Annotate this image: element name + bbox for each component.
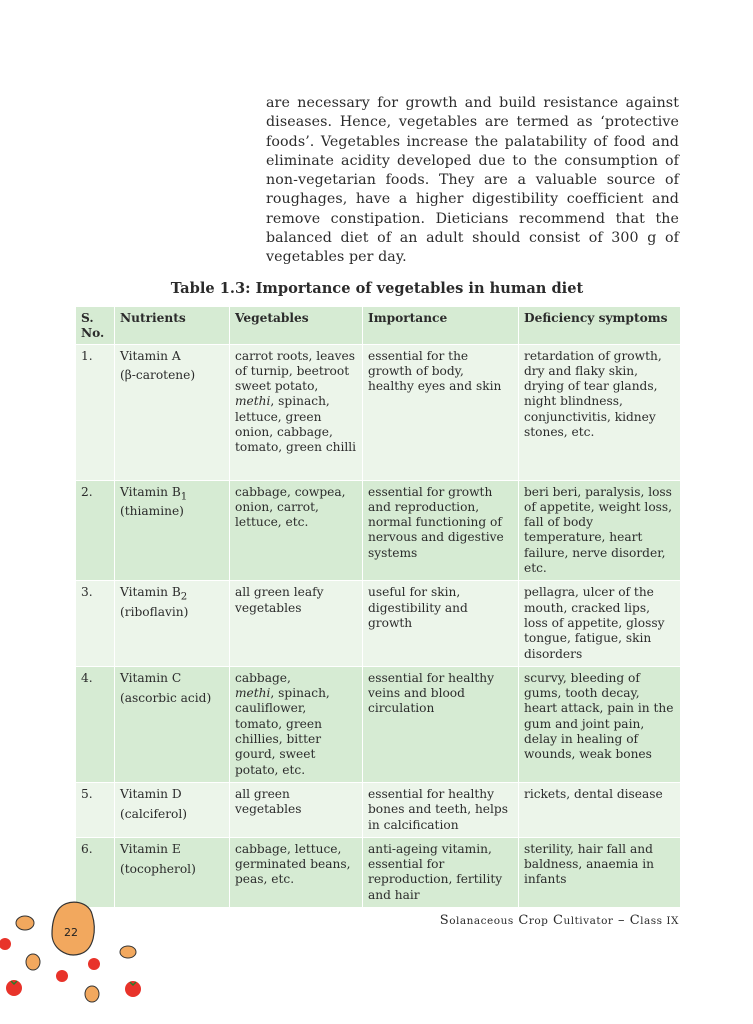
cell-sno: 6. [76, 837, 115, 907]
cell-deficiency: beri beri, paralysis, loss of appetite, weight loss, fall of body temperature, heart failure, nerve disorder, etc. [519, 480, 681, 581]
header-vegetables: Vegetables [230, 307, 363, 345]
nutrient-name: Vitamin A [120, 348, 181, 363]
nutrient-name: Vitamin E [120, 841, 181, 856]
cell-nutrient [115, 782, 230, 837]
cell-vegetables: all green vegetables [230, 782, 363, 837]
cell-sno: 2. [76, 480, 115, 581]
cell-vegetables [230, 666, 363, 782]
table-row [76, 782, 681, 837]
footer-cap: C [518, 913, 529, 928]
cell-nutrient [115, 666, 230, 782]
table-row [76, 344, 681, 480]
nutrient-subscript: 2 [180, 591, 188, 603]
cell-importance: essential for healthy bones and teeth, helps in calcification [363, 782, 519, 837]
nutrient-name: Vitamin C [120, 670, 182, 685]
table-title: Table 1.3: Importance of vegetables in human diet [170, 280, 584, 297]
table-row [76, 837, 681, 907]
cell-vegetables: all green leafy vegetables [230, 581, 363, 666]
cell-nutrient [115, 581, 230, 666]
cell-importance: anti-ageing vitamin, essential for reproduction, fertility and hair [363, 837, 519, 907]
veg-text: carrot roots, leaves of turnip, beetroot sweet potato, [235, 348, 355, 394]
vegetable-decoration [0, 890, 160, 1024]
cell-importance: useful for skin, digestibility and growth [363, 581, 519, 666]
nutrient-alias: (ascorbic acid) [120, 690, 212, 705]
nutrient-name: Vitamin B [120, 585, 181, 600]
veg-text-rest: , spinach, lettuce, green onion, cabbage, tomato, green chilli [235, 394, 357, 455]
cell-deficiency: sterility, hair fall and baldness, anaemia in infants [519, 837, 681, 907]
cell-vegetables: cabbage, cowpea, onion, carrot, lettuce, etc. [230, 480, 363, 581]
footer-cap: S [439, 913, 450, 928]
cell-sno: 1. [76, 344, 115, 480]
table-header-row [76, 307, 681, 345]
footer-word: lass IX [640, 915, 679, 927]
veg-text-rest: , spinach, cauliflower, tomato, green chillies, bitter gourd, sweet potato, etc. [235, 686, 330, 777]
nutrient-alias: (riboflavin) [120, 605, 189, 620]
nutrient-alias: (β-carotene) [120, 368, 196, 383]
cell-deficiency: scurvy, bleeding of gums, tooth decay, heart attack, pain in the gum and joint pain, delay in healing of wounds, weak bones [519, 666, 681, 782]
cell-vegetables: cabbage, lettuce, germinated beans, peas, etc. [230, 837, 363, 907]
veg-italic: methi [235, 686, 271, 701]
header-sno: S. No. [76, 307, 115, 345]
cell-nutrient [115, 344, 230, 480]
cell-sno: 4. [76, 666, 115, 782]
nutrient-alias: (calciferol) [120, 806, 188, 821]
cell-nutrient [115, 480, 230, 581]
footer-word: olanaceous [449, 915, 514, 927]
header-nutrients: Nutrients [115, 307, 230, 345]
footer-separator: – [613, 913, 630, 928]
footer-word: ultivator [563, 915, 614, 927]
cell-vegetables [230, 344, 363, 480]
cell-deficiency: pellagra, ulcer of the mouth, cracked lips, loss of appetite, glossy tongue, fatigue, skin disorders [519, 581, 681, 666]
veg-text: cabbage, [235, 670, 291, 685]
footer-running-title [440, 913, 679, 928]
cell-sno: 3. [76, 581, 115, 666]
cell-deficiency: retardation of growth, dry and flaky skin, drying of tear glands, night blindness, conjunctivitis, kidney stones, etc. [519, 344, 681, 480]
page-number: 22 [64, 926, 78, 939]
cell-importance: essential for the growth of body, healthy eyes and skin [363, 344, 519, 480]
footer-word: rop [528, 915, 549, 927]
veg-italic: methi [235, 394, 271, 409]
header-deficiency: Deficiency symptoms [519, 307, 681, 345]
nutrient-name: Vitamin B [120, 484, 181, 499]
header-importance: Importance [363, 307, 519, 345]
footer-cap: C [553, 913, 564, 928]
nutrient-subscript: 1 [180, 491, 188, 503]
cell-sno: 5. [76, 782, 115, 837]
nutrient-alias: (tocopherol) [120, 861, 196, 876]
vegetables-table [75, 306, 681, 908]
table-row [76, 480, 681, 581]
footer-cap: C [629, 913, 641, 928]
intro-paragraph: are necessary for growth and build resistance against diseases. Hence, vegetables are termed as ‘protective foods’. Vegetables increase the palatability of food and eliminate acidity developed due to the consumption of non-vegetarian foods. They are a valuable source of roughages, have a higher digestibility coefficient and remove constipation. Dieticians recommend that the balanced diet of an adult should consist of 300 g of vegetables per day. [266, 95, 679, 266]
nutrient-alias: (thiamine) [120, 504, 184, 519]
cell-importance: essential for healthy veins and blood circulation [363, 666, 519, 782]
table-row [76, 666, 681, 782]
table-row [76, 581, 681, 666]
cell-importance: essential for growth and reproduction, normal functioning of nervous and digestive systems [363, 480, 519, 581]
nutrient-name: Vitamin D [120, 786, 182, 801]
cell-deficiency: rickets, dental disease [519, 782, 681, 837]
